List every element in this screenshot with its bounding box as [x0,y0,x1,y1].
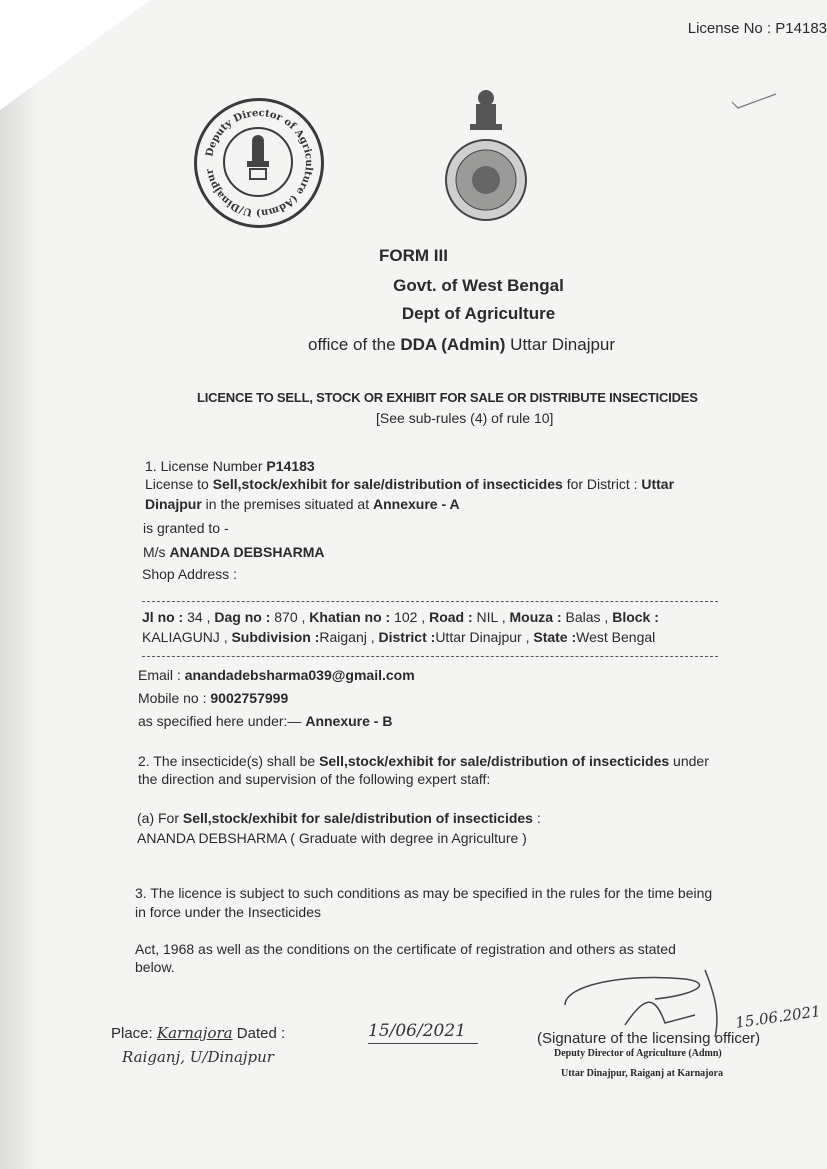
signature-date: 15.06.2021 [734,1002,822,1032]
rule-reference: [See sub-rules (4) of rule 10] [376,410,554,426]
licensee-name: ANANDA DEBSHARMA [169,544,325,560]
place-handwritten: Karnajora [156,1024,233,1042]
section2-line1 [138,753,709,769]
text-span: in the premises situated at [201,496,373,512]
addr-value: Balas , [561,609,613,625]
annexure-a: Annexure - A [372,496,460,512]
activity-bold: Sell,stock/exhibit for sale/distribution of insecticides [182,810,533,826]
page-edge-shadow [0,0,40,1169]
section2-line2: the direction and supervision of the following expert staff: [138,771,491,787]
text-span: (a) For [137,810,183,826]
mobile-line [138,690,288,706]
office-bold: DDA (Admin) [400,335,506,354]
addr-label: Block : [612,609,659,625]
addr-label: District : [378,629,436,645]
ms-prefix: M/s [143,544,170,560]
specified-line [138,713,392,729]
section3-line2: in force under the Insecticides [135,904,321,920]
department-title: Dept of Agriculture [401,304,556,323]
specified-text: as specified here under:— [138,713,306,729]
license-number-line [145,458,315,474]
address-line-1 [142,609,659,625]
section3-line4: below. [135,959,175,975]
premises-line [145,496,460,512]
text-span: License to [145,476,213,492]
license-number-top: License No : P14183 [687,20,827,37]
addr-label: Subdivision : [231,629,320,645]
addr-label: Dag no : [214,609,271,625]
dated-label: Dated : [236,1025,286,1042]
officer-stamp-line2: Uttar Dinajpur, Raiganj at Karnajora [561,1068,723,1079]
place-label: Place: [111,1025,153,1042]
email-value: anandadebsharma039@gmail.com [184,667,415,683]
tick-mark-icon [730,90,780,112]
email-line [138,667,415,683]
activity-bold: Sell,stock/exhibit for sale/distribution of insecticides [319,753,670,769]
addr-label: Road : [429,609,473,625]
addr-value: KALIAGUNJ , [142,629,232,645]
district-bold-cont: Dinajpur [145,496,202,512]
licensee-line [143,544,325,560]
mobile-value: 9002757999 [210,690,289,706]
addr-value: West Bengal [576,629,656,645]
license-number-label: 1. License Number [145,458,267,474]
license-to-line [145,476,674,492]
granted-to: is granted to - [143,520,229,536]
district-bold: Uttar [641,476,675,492]
place-line [111,1024,285,1042]
addr-value: 870 , [270,609,310,625]
addr-value: Raiganj , [319,629,379,645]
office-prefix: office of the [308,335,401,354]
email-label: Email : [138,667,185,683]
office-suffix: Uttar Dinajpur [505,335,616,354]
address-line-2 [142,629,655,645]
addr-label: Mouza : [509,609,562,625]
addr-value: NIL , [472,609,510,625]
date-handwritten: 15/06/2021 [368,1021,478,1044]
annexure-b: Annexure - B [305,713,393,729]
office-line [308,335,615,355]
seal-emblem [223,127,293,197]
addr-value: 102 , [390,609,430,625]
addr-label: State : [533,629,577,645]
section2-a-line [137,810,541,826]
mobile-label: Mobile no : [138,690,211,706]
text-span: 2. The insecticide(s) shall be [138,753,320,769]
section3-line1: 3. The licence is subject to such conditions as may be specified in the rules for the time being [135,885,713,901]
addr-value: Uttar Dinajpur , [435,629,534,645]
place-handwritten-2: Raiganj, U/Dinajpur [122,1048,274,1066]
expert-staff: ANANDA DEBSHARMA ( Graduate with degree in Agriculture ) [137,830,527,846]
addr-value: 34 , [183,609,215,625]
section3-line3: Act, 1968 as well as the conditions on the certificate of registration and others as stated [135,941,676,957]
folded-corner [0,0,150,110]
text-span: : [532,810,541,826]
license-number-value: P14183 [266,458,315,474]
addr-label: Khatian no : [309,609,391,625]
text-span: for District : [562,476,642,492]
signature-label: (Signature of the licensing officer) [537,1030,761,1047]
activity-bold: Sell,stock/exhibit for sale/distribution of insecticides [212,476,563,492]
addr-label: Jl no : [142,609,184,625]
state-emblem [440,88,530,228]
licence-heading: LICENCE TO SELL, STOCK OR EXHIBIT FOR SALE OR DISTRIBUTE INSECTICIDES [197,390,698,405]
text-span: under [669,753,709,769]
dashed-divider [142,601,718,602]
round-seal [194,98,324,228]
officer-stamp-line1: Deputy Director of Agriculture (Admn) [554,1048,722,1059]
government-title: Govt. of West Bengal [393,276,564,295]
dashed-divider [142,656,718,657]
form-number: FORM III [379,246,448,265]
shop-address-label: Shop Address : [142,566,237,582]
svg-text:Deputy Director of Agriculture: Deputy Director of Agriculture (Admn) U/Dinajpur [204,107,315,219]
